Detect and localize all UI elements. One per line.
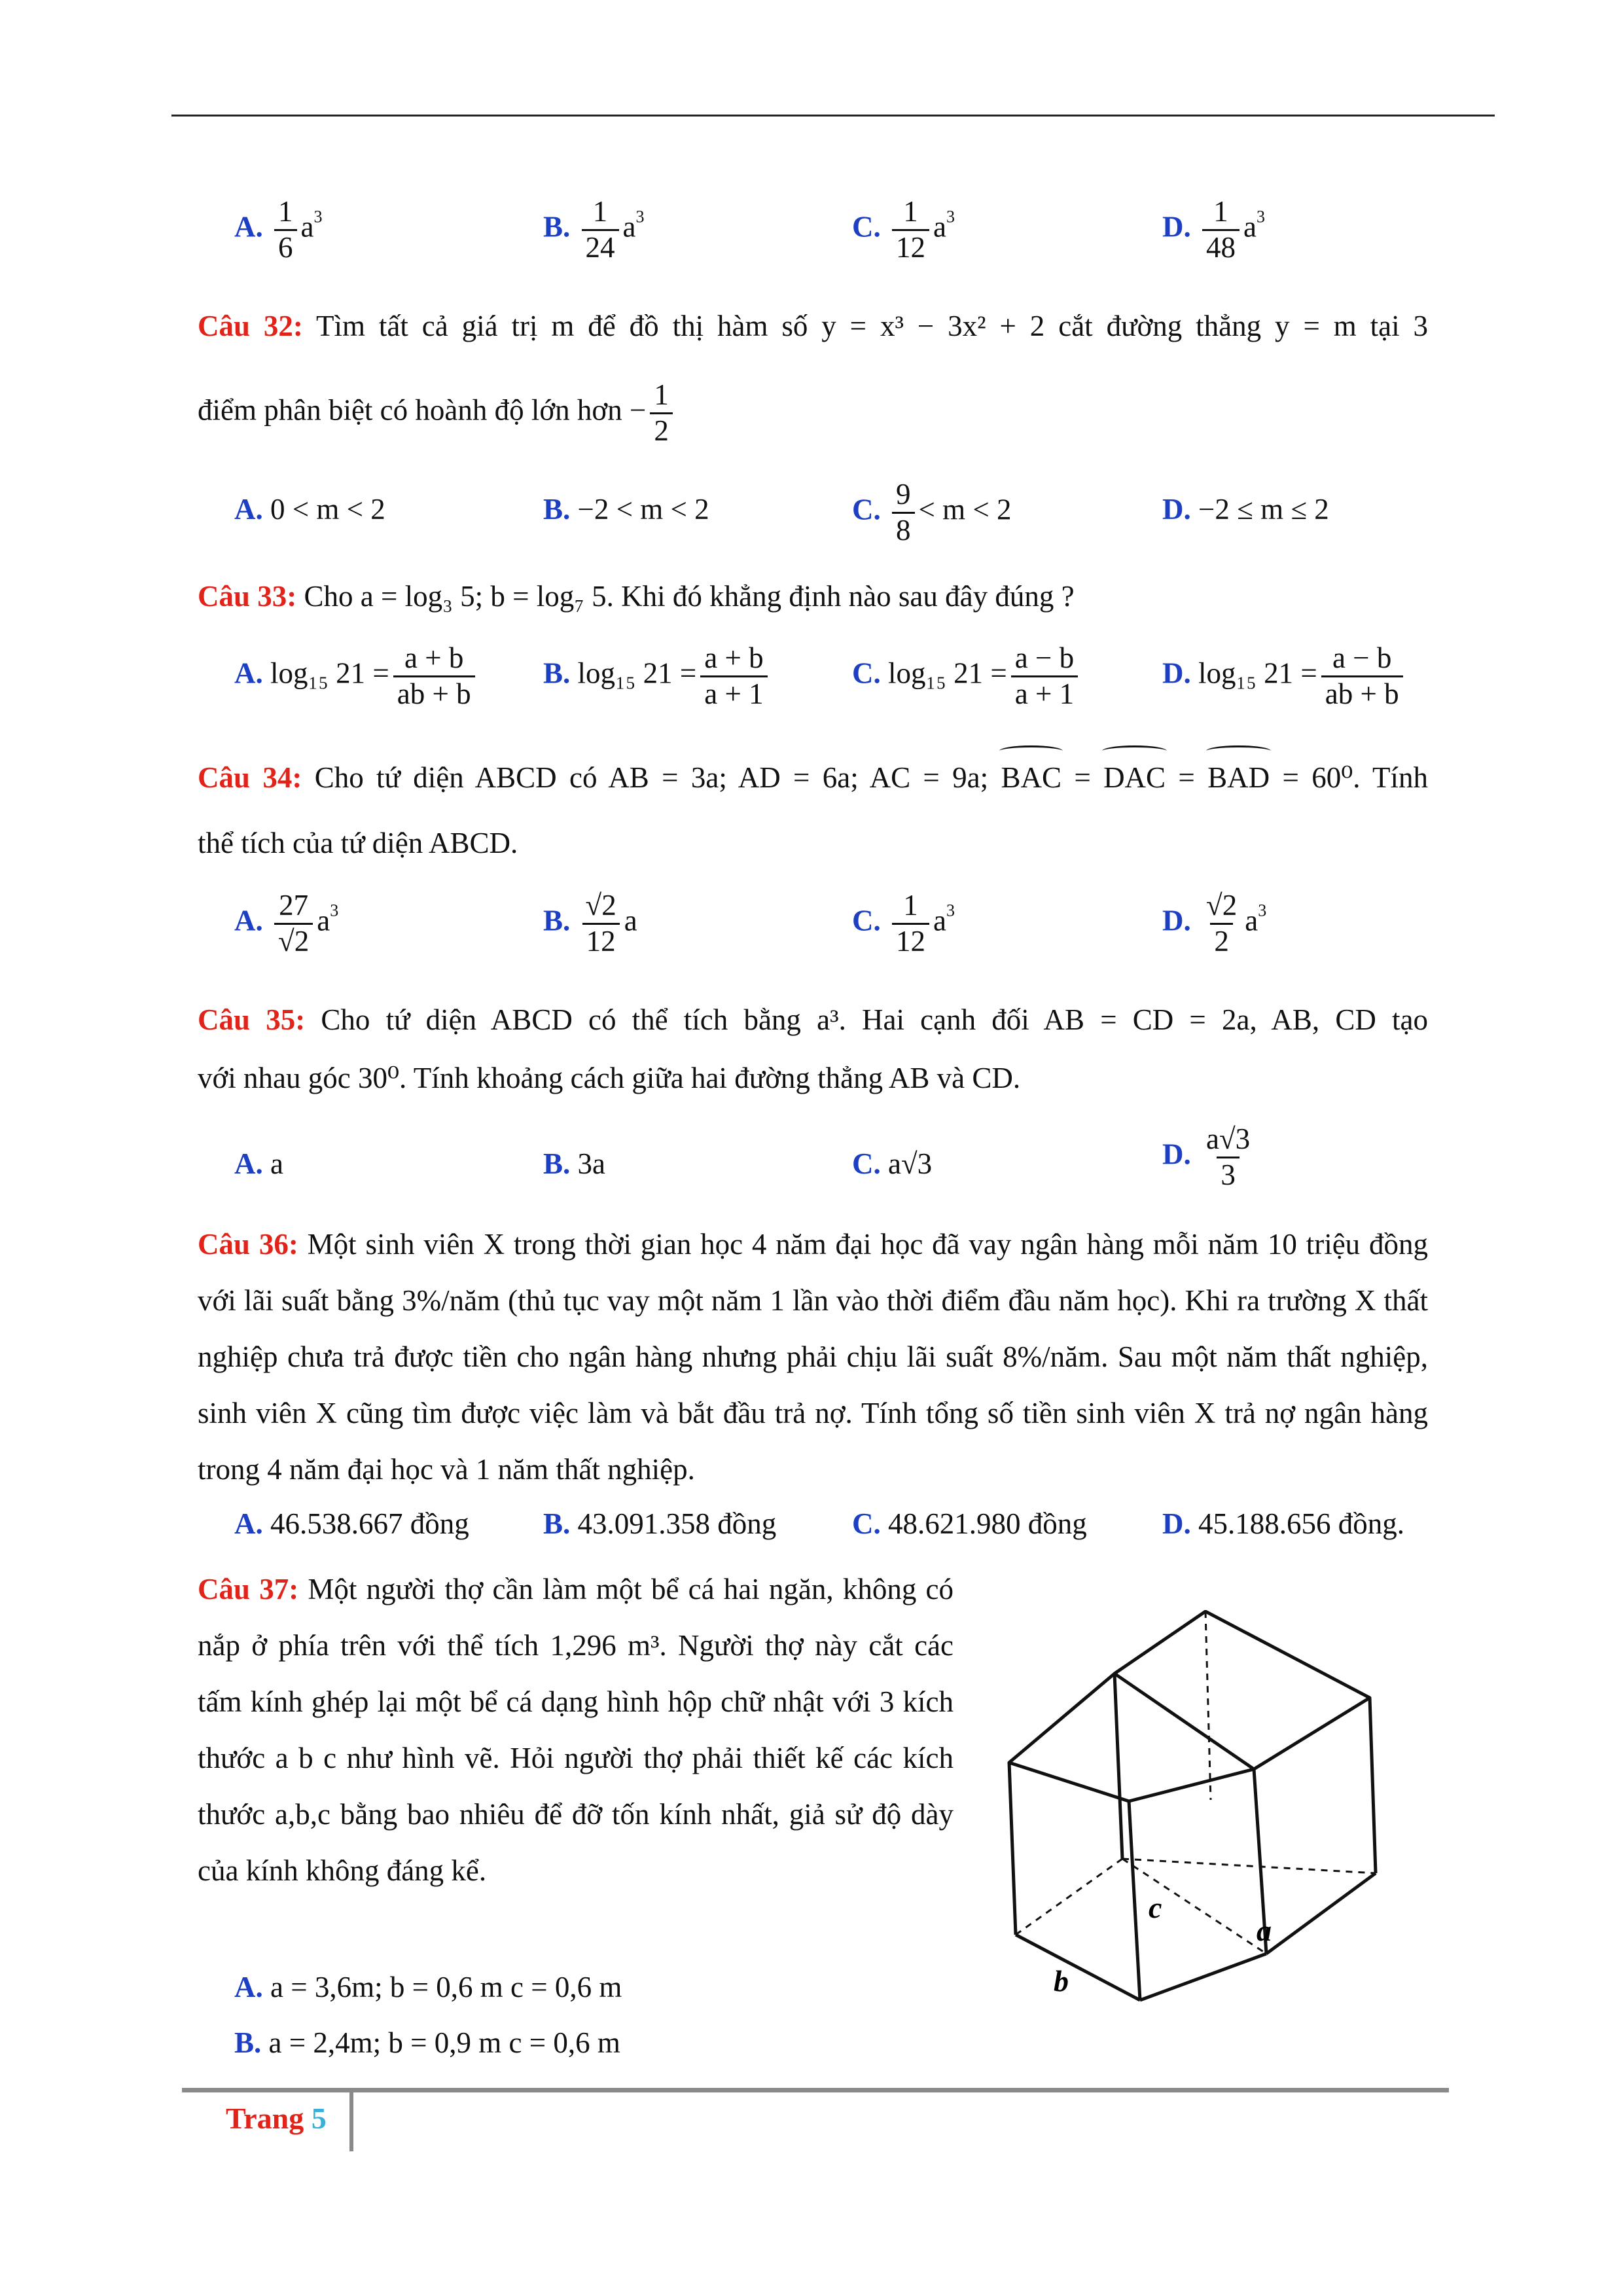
edge-left xyxy=(1009,1763,1016,1935)
q34-option-b[interactable]: B. $\frac{√2}{12}$ a xyxy=(543,889,637,958)
q31-option-c[interactable]: C. $\frac{1}{12}$ $a^3$ xyxy=(852,195,955,264)
tank-top-rim xyxy=(1009,1611,1370,1801)
fraction: $\frac{a - b}{ab + b}$ xyxy=(1321,641,1403,711)
q34-stem-line2: thể tích của tứ diện ABCD. xyxy=(198,827,518,859)
fig-label-b: b xyxy=(1054,1964,1069,1998)
divider-top-edge xyxy=(1115,1674,1254,1769)
question-label: Câu 34: xyxy=(198,761,302,794)
q34-option-c[interactable]: C. $\frac{1}{12}$ $a^3$ xyxy=(852,889,955,958)
q36-option-b[interactable]: B. 43.091.358 đồng xyxy=(543,1507,777,1540)
q36-option-a[interactable]: A. 46.538.667 đồng xyxy=(234,1507,469,1540)
hidden-edge-1 xyxy=(1016,1859,1122,1935)
q33-option-a[interactable]: A. log₁₅ 21 = $\frac{a + b}{ab + b}$ xyxy=(234,641,479,711)
footer-rule xyxy=(182,2088,1449,2092)
q37-option-a[interactable]: A. a = 3,6m; b = 0,6 m c = 0,6 m xyxy=(234,1971,622,2003)
fraction: $\frac{1}{48}$ xyxy=(1202,195,1240,265)
fish-tank-figure xyxy=(995,1610,1400,2003)
q32-stem-line2: điểm phân biệt có hoành độ lớn hơn − $\frac{1}{2}$ xyxy=(198,378,677,448)
q33-option-c[interactable]: C. log₁₅ 21 = $\frac{a - b}{a + 1}$ xyxy=(852,641,1082,711)
fraction: $\frac{1}{12}$ xyxy=(892,195,929,265)
q31-option-b[interactable]: B. $\frac{1}{24}$ $a^3$ xyxy=(543,195,645,264)
angle-dac: DAC xyxy=(1103,749,1166,806)
fraction: $\frac{9}{8}$ xyxy=(892,478,915,548)
fraction: $\frac{a + b}{a + 1}$ xyxy=(700,641,767,711)
q32-stem: Câu 32: Tìm tất cả giá trị m để đồ thị hàm số y = x³ − 3x² + 2 cắt đường thẳng y = m tại 3 xyxy=(198,310,1429,342)
fraction: $\frac{27}{√2}$ xyxy=(274,889,313,959)
edge-bottom-back xyxy=(1266,1873,1376,1954)
q34-option-d[interactable]: D. $\frac{√2}{2}$ $a^3$ xyxy=(1162,889,1267,958)
q37-option-b[interactable]: B. a = 2,4m; b = 0,9 m c = 0,6 m xyxy=(234,2026,620,2059)
question-label: Câu 32: xyxy=(198,310,303,342)
q33-option-d[interactable]: D. log₁₅ 21 = $\frac{a - b}{ab + b}$ xyxy=(1162,641,1407,711)
hidden-edge-2 xyxy=(1122,1859,1376,1873)
q32-option-b[interactable]: B. −2 < m < 2 xyxy=(543,493,709,526)
fraction: $\frac{√2}{12}$ xyxy=(582,889,620,959)
q33-option-b[interactable]: B. log₁₅ 21 = $\frac{a + b}{a + 1}$ xyxy=(543,641,772,711)
footer-vertical-bar xyxy=(349,2092,353,2151)
fraction: $\frac{√2}{2}$ xyxy=(1206,889,1238,958)
question-label: Câu 37: xyxy=(198,1573,299,1605)
fraction: $\frac{1}{24}$ xyxy=(582,195,619,265)
q35-stem: Câu 35: Cho tứ diện ABCD có thể tích bằng a³. Hai cạnh đối AB = CD = 2a, AB, CD tạo xyxy=(198,1003,1429,1036)
q36-stem: Câu 36: Một sinh viên X trong thời gian học 4 năm đại học đã vay ngân hàng mỗi năm 10 triệu đồng với lãi suất bằng 3%/năm (thủ tục vay một năm 1 lần vào thời điểm đầu năm học). Khi ra trường X thất nghiệp chưa trả được tiền cho ngân hàng nhưng phải chịu lãi suất 8%/năm. Sau một năm thất nghiệp, sinh viên X cũng tìm được việc làm và bắt đầu trả nợ. Tính tổng số tiền sinh viên X trả nợ ngân hàng trong 4 năm đại học và 1 năm thất nghiệp. xyxy=(198,1228,1428,1486)
fraction: $\frac{a + b}{ab + b}$ xyxy=(393,641,475,711)
question-label: Câu 33: xyxy=(198,580,297,613)
fig-label-a: a xyxy=(1257,1914,1272,1947)
page-label: Trang xyxy=(226,2102,304,2135)
q35-stem-line2: với nhau góc 30⁰. Tính khoảng cách giữa hai đường thẳng AB và CD. xyxy=(198,1062,1021,1094)
option-label: D. xyxy=(1162,210,1191,243)
q36-option-c[interactable]: C. 48.621.980 đồng xyxy=(852,1507,1087,1540)
q31-option-d[interactable]: D. $\frac{1}{48}$ $a^3$ xyxy=(1162,195,1265,264)
header-rule xyxy=(171,115,1495,117)
hidden-edge-3 xyxy=(1205,1611,1211,1800)
angle-bac: BAC xyxy=(1001,749,1061,806)
q32-option-a[interactable]: A. 0 < m < 2 xyxy=(234,493,385,526)
option-label: A. xyxy=(234,210,263,243)
question-label: Câu 35: xyxy=(198,1003,306,1036)
q34-option-a[interactable]: A. $\frac{27}{√2}$ $a^3$ xyxy=(234,889,339,958)
q35-option-b[interactable]: B. 3a xyxy=(543,1147,605,1180)
fraction: $\frac{1}{6}$ xyxy=(274,195,297,265)
fraction: $\frac{1}{2}$ xyxy=(650,378,673,448)
fraction: $\frac{a√3}{3}$ xyxy=(1206,1122,1251,1191)
edge-back-right xyxy=(1370,1698,1376,1873)
footer-page xyxy=(226,2101,327,2136)
page-number: 5 xyxy=(311,2102,327,2135)
q35-option-a[interactable]: A. a xyxy=(234,1147,283,1180)
edge-front xyxy=(1129,1801,1140,2000)
edge-bottom-right xyxy=(1140,1954,1266,2000)
q35-option-d[interactable]: D. $\frac{a√3}{3}$ xyxy=(1162,1122,1258,1193)
angle-bad: BAD xyxy=(1207,749,1270,806)
q35-option-c[interactable]: C. a√3 xyxy=(852,1147,933,1180)
q32-option-c[interactable]: C. $\frac{9}{8}$ < m < 2 xyxy=(852,478,1012,547)
fraction: $\frac{a - b}{a + 1}$ xyxy=(1011,641,1078,711)
q32-option-d[interactable]: D. −2 ≤ m ≤ 2 xyxy=(1162,493,1329,526)
option-label: C. xyxy=(852,210,881,243)
divider-vertical xyxy=(1115,1674,1122,1859)
q31-option-a[interactable]: A. $\frac{1}{6}$ $a^3$ xyxy=(234,195,323,264)
option-label: B. xyxy=(543,210,571,243)
edge-bottom-front xyxy=(1016,1935,1140,2000)
question-label: Câu 36: xyxy=(198,1228,298,1261)
q33-stem: Câu 33: Cho a = log₃ 5; b = log₇ 5. Khi đó khẳng định nào sau đây đúng ? xyxy=(198,580,1075,613)
fig-label-c: c xyxy=(1149,1891,1162,1924)
q37-stem: Câu 37: Một người thợ cần làm một bể cá hai ngăn, không có nắp ở phía trên với thể tích 1,296 m³. Người thợ này cắt các tấm kính ghép lại một bể cá dạng hình hộp chữ nhật với 3 kích thước a b c như hình vẽ. Hỏi người thợ phải thiết kế các kích thước a,b,c bằng bao nhiêu để đỡ tốn kính nhất, giả sử độ dày của kính không đáng kể. xyxy=(198,1573,954,1887)
q36-option-d[interactable]: D. 45.188.656 đồng. xyxy=(1162,1507,1404,1540)
q34-stem: Câu 34: Cho tứ diện ABCD có AB = 3a; AD = 6a; AC = 9a; BAC = DAC = BAD = 60⁰. Tính xyxy=(198,749,1428,806)
hidden-edge-4 xyxy=(1122,1859,1266,1954)
fraction: $\frac{1}{12}$ xyxy=(892,889,929,959)
